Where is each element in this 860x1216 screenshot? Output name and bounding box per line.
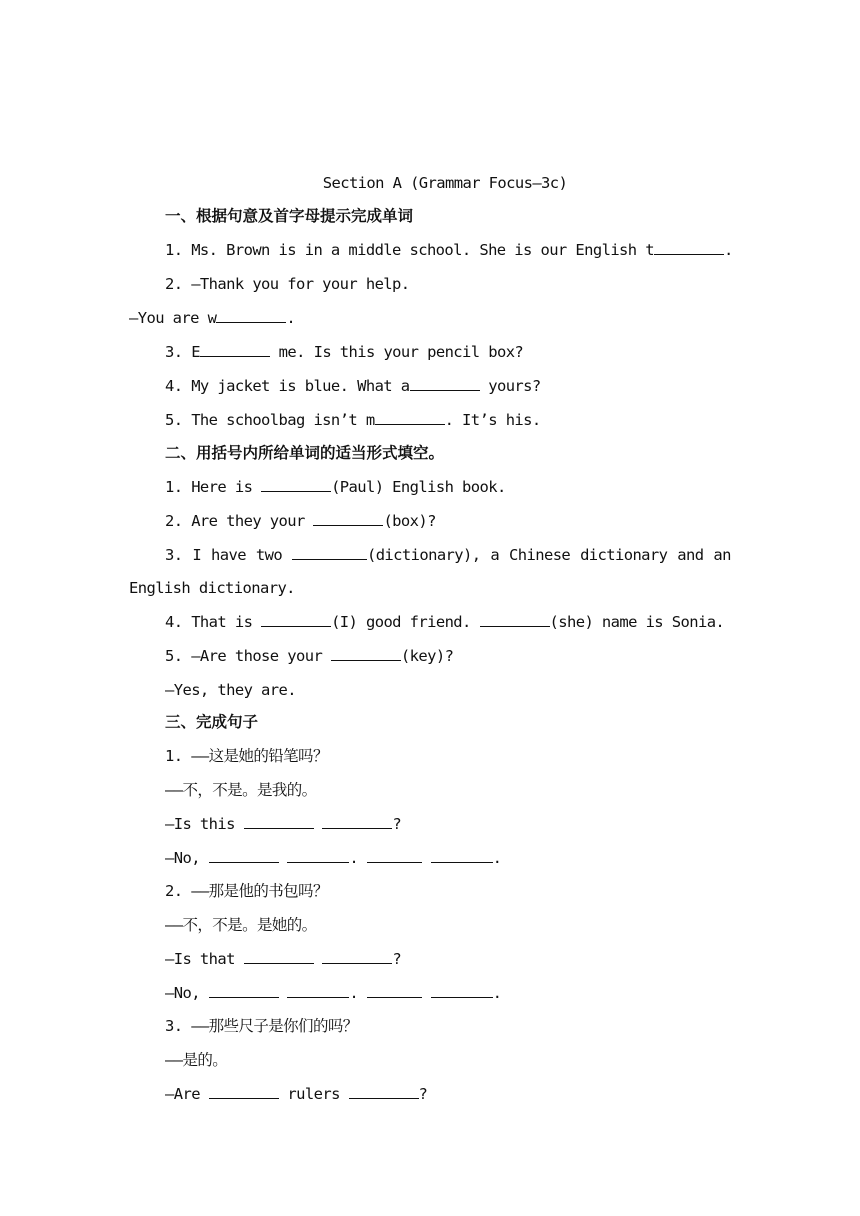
- question-text: .: [349, 849, 367, 867]
- question-text: .: [286, 309, 296, 327]
- question-2-3: [165, 545, 731, 565]
- question-text: —No,: [165, 984, 209, 1002]
- question-text: (box)?: [383, 512, 436, 530]
- answer-blank[interactable]: [200, 342, 270, 357]
- question-text: —Is this: [165, 815, 244, 833]
- question-1-1: [165, 240, 733, 260]
- answer-blank[interactable]: [322, 814, 392, 829]
- question-text: ?: [392, 815, 402, 833]
- question-text: ?: [418, 1085, 428, 1103]
- answer-blank[interactable]: [322, 949, 392, 964]
- answer-blank[interactable]: [313, 511, 383, 526]
- question-text: .: [492, 984, 502, 1002]
- word: an: [713, 546, 731, 564]
- answer-blank[interactable]: [209, 1084, 279, 1099]
- question-text: ?: [392, 950, 402, 968]
- word: dictionary: [580, 546, 668, 564]
- question-1-4: [165, 376, 541, 396]
- question-text: [422, 849, 431, 867]
- question-text: rulers: [278, 1085, 349, 1103]
- page-title: Section A (Grammar Focus—3c): [322, 174, 568, 192]
- question-text: 5. —Are those your: [165, 647, 331, 665]
- answer-blank[interactable]: [367, 983, 422, 998]
- question-text: —No,: [165, 849, 209, 867]
- question-2-5-reply: —Yes, they are.: [165, 681, 296, 699]
- answer-blank[interactable]: [209, 848, 279, 863]
- answer-blank[interactable]: [480, 612, 550, 627]
- section-heading-2: 二、用括号内所给单词的适当形式填空。: [165, 444, 445, 462]
- answer-blank[interactable]: [209, 983, 279, 998]
- section-heading-1: 一、根据句意及首字母提示完成单词: [165, 207, 414, 225]
- answer-blank[interactable]: [349, 1084, 419, 1099]
- question-text: —You are w: [129, 309, 217, 327]
- question-text: [422, 984, 431, 1002]
- question-text: me. Is this your pencil box?: [269, 343, 524, 361]
- question-2-5: [165, 646, 453, 666]
- answer-blank[interactable]: [654, 240, 724, 255]
- question-text: —Are: [165, 1085, 209, 1103]
- answer-blank[interactable]: [292, 545, 367, 560]
- question-text: .: [723, 241, 733, 259]
- question-text: (key)?: [400, 647, 454, 665]
- question-3-3-cn: 3. ——那些尺子是你们的吗？: [165, 1017, 358, 1035]
- question-2-3-cont: English dictionary.: [129, 579, 295, 597]
- question-2-1: [165, 477, 506, 497]
- word: Chinese: [509, 546, 571, 564]
- answer-blank[interactable]: [410, 376, 480, 391]
- question-3-3-en: [165, 1084, 427, 1104]
- word: a: [490, 546, 500, 564]
- section-heading-3: 三、完成句子: [165, 713, 259, 731]
- question-text: 3. E: [165, 343, 200, 361]
- question-3-1-en: [165, 814, 401, 834]
- question-text: [314, 950, 323, 968]
- question-text: .: [492, 849, 502, 867]
- question-text: (she) name is Sonia.: [549, 613, 725, 631]
- question-text: 1. Here is: [165, 478, 262, 496]
- question-3-2-en: [165, 949, 401, 969]
- question-text: [279, 849, 288, 867]
- word: two: [255, 546, 283, 564]
- answer-blank[interactable]: [431, 848, 493, 863]
- question-3-2-cn: 2. ——那是他的书包吗？: [165, 882, 328, 900]
- question-text: —Is that: [165, 950, 244, 968]
- question-text: yours?: [479, 377, 541, 395]
- question-3-2-cn-answer: ——不，不是。是她的。: [165, 916, 317, 934]
- question-text: [314, 815, 323, 833]
- answer-blank[interactable]: [261, 612, 331, 627]
- word: 3.: [165, 546, 183, 564]
- question-text: .: [349, 984, 367, 1002]
- answer-blank[interactable]: [367, 848, 422, 863]
- question-text: (Paul) English book.: [331, 478, 506, 496]
- answer-blank[interactable]: [431, 983, 493, 998]
- answer-blank[interactable]: [331, 646, 401, 661]
- question-3-1-no: [165, 848, 501, 868]
- question-3-1-cn: 1. ——这是她的铅笔吗？: [165, 747, 328, 765]
- question-text: 1. Ms. Brown is in a middle school. She is our English t: [165, 241, 654, 259]
- word: and: [677, 546, 704, 564]
- word-with-blank: [292, 545, 481, 565]
- answer-blank[interactable]: [244, 949, 314, 964]
- question-3-2-no: [165, 983, 501, 1003]
- question-3-3-cn-answer: ——是的。: [165, 1051, 228, 1069]
- answer-blank[interactable]: [244, 814, 314, 829]
- question-1-5: [165, 410, 541, 430]
- question-1-2: 2. —Thank you for your help.: [165, 275, 410, 293]
- question-1-2-reply: [129, 308, 295, 328]
- word: I: [192, 546, 202, 564]
- question-3-1-cn-answer: ——不，不是。是我的。: [165, 781, 317, 799]
- question-text: 2. Are they your: [165, 512, 314, 530]
- answer-blank[interactable]: [261, 477, 331, 492]
- question-2-4: [165, 612, 724, 632]
- word: (dictionary),: [366, 546, 481, 564]
- answer-blank[interactable]: [287, 848, 349, 863]
- question-text: (I) good friend.: [331, 613, 480, 631]
- question-text: . It’s his.: [444, 411, 541, 429]
- word: have: [211, 546, 246, 564]
- answer-blank[interactable]: [375, 410, 445, 425]
- question-text: 4. That is: [165, 613, 262, 631]
- question-text: 4. My jacket is blue. What a: [165, 377, 410, 395]
- answer-blank[interactable]: [216, 308, 286, 323]
- question-text: 5. The schoolbag isn’t m: [165, 411, 375, 429]
- question-text: [279, 984, 288, 1002]
- question-1-3: [165, 342, 523, 362]
- answer-blank[interactable]: [287, 983, 349, 998]
- question-2-2: [165, 511, 436, 531]
